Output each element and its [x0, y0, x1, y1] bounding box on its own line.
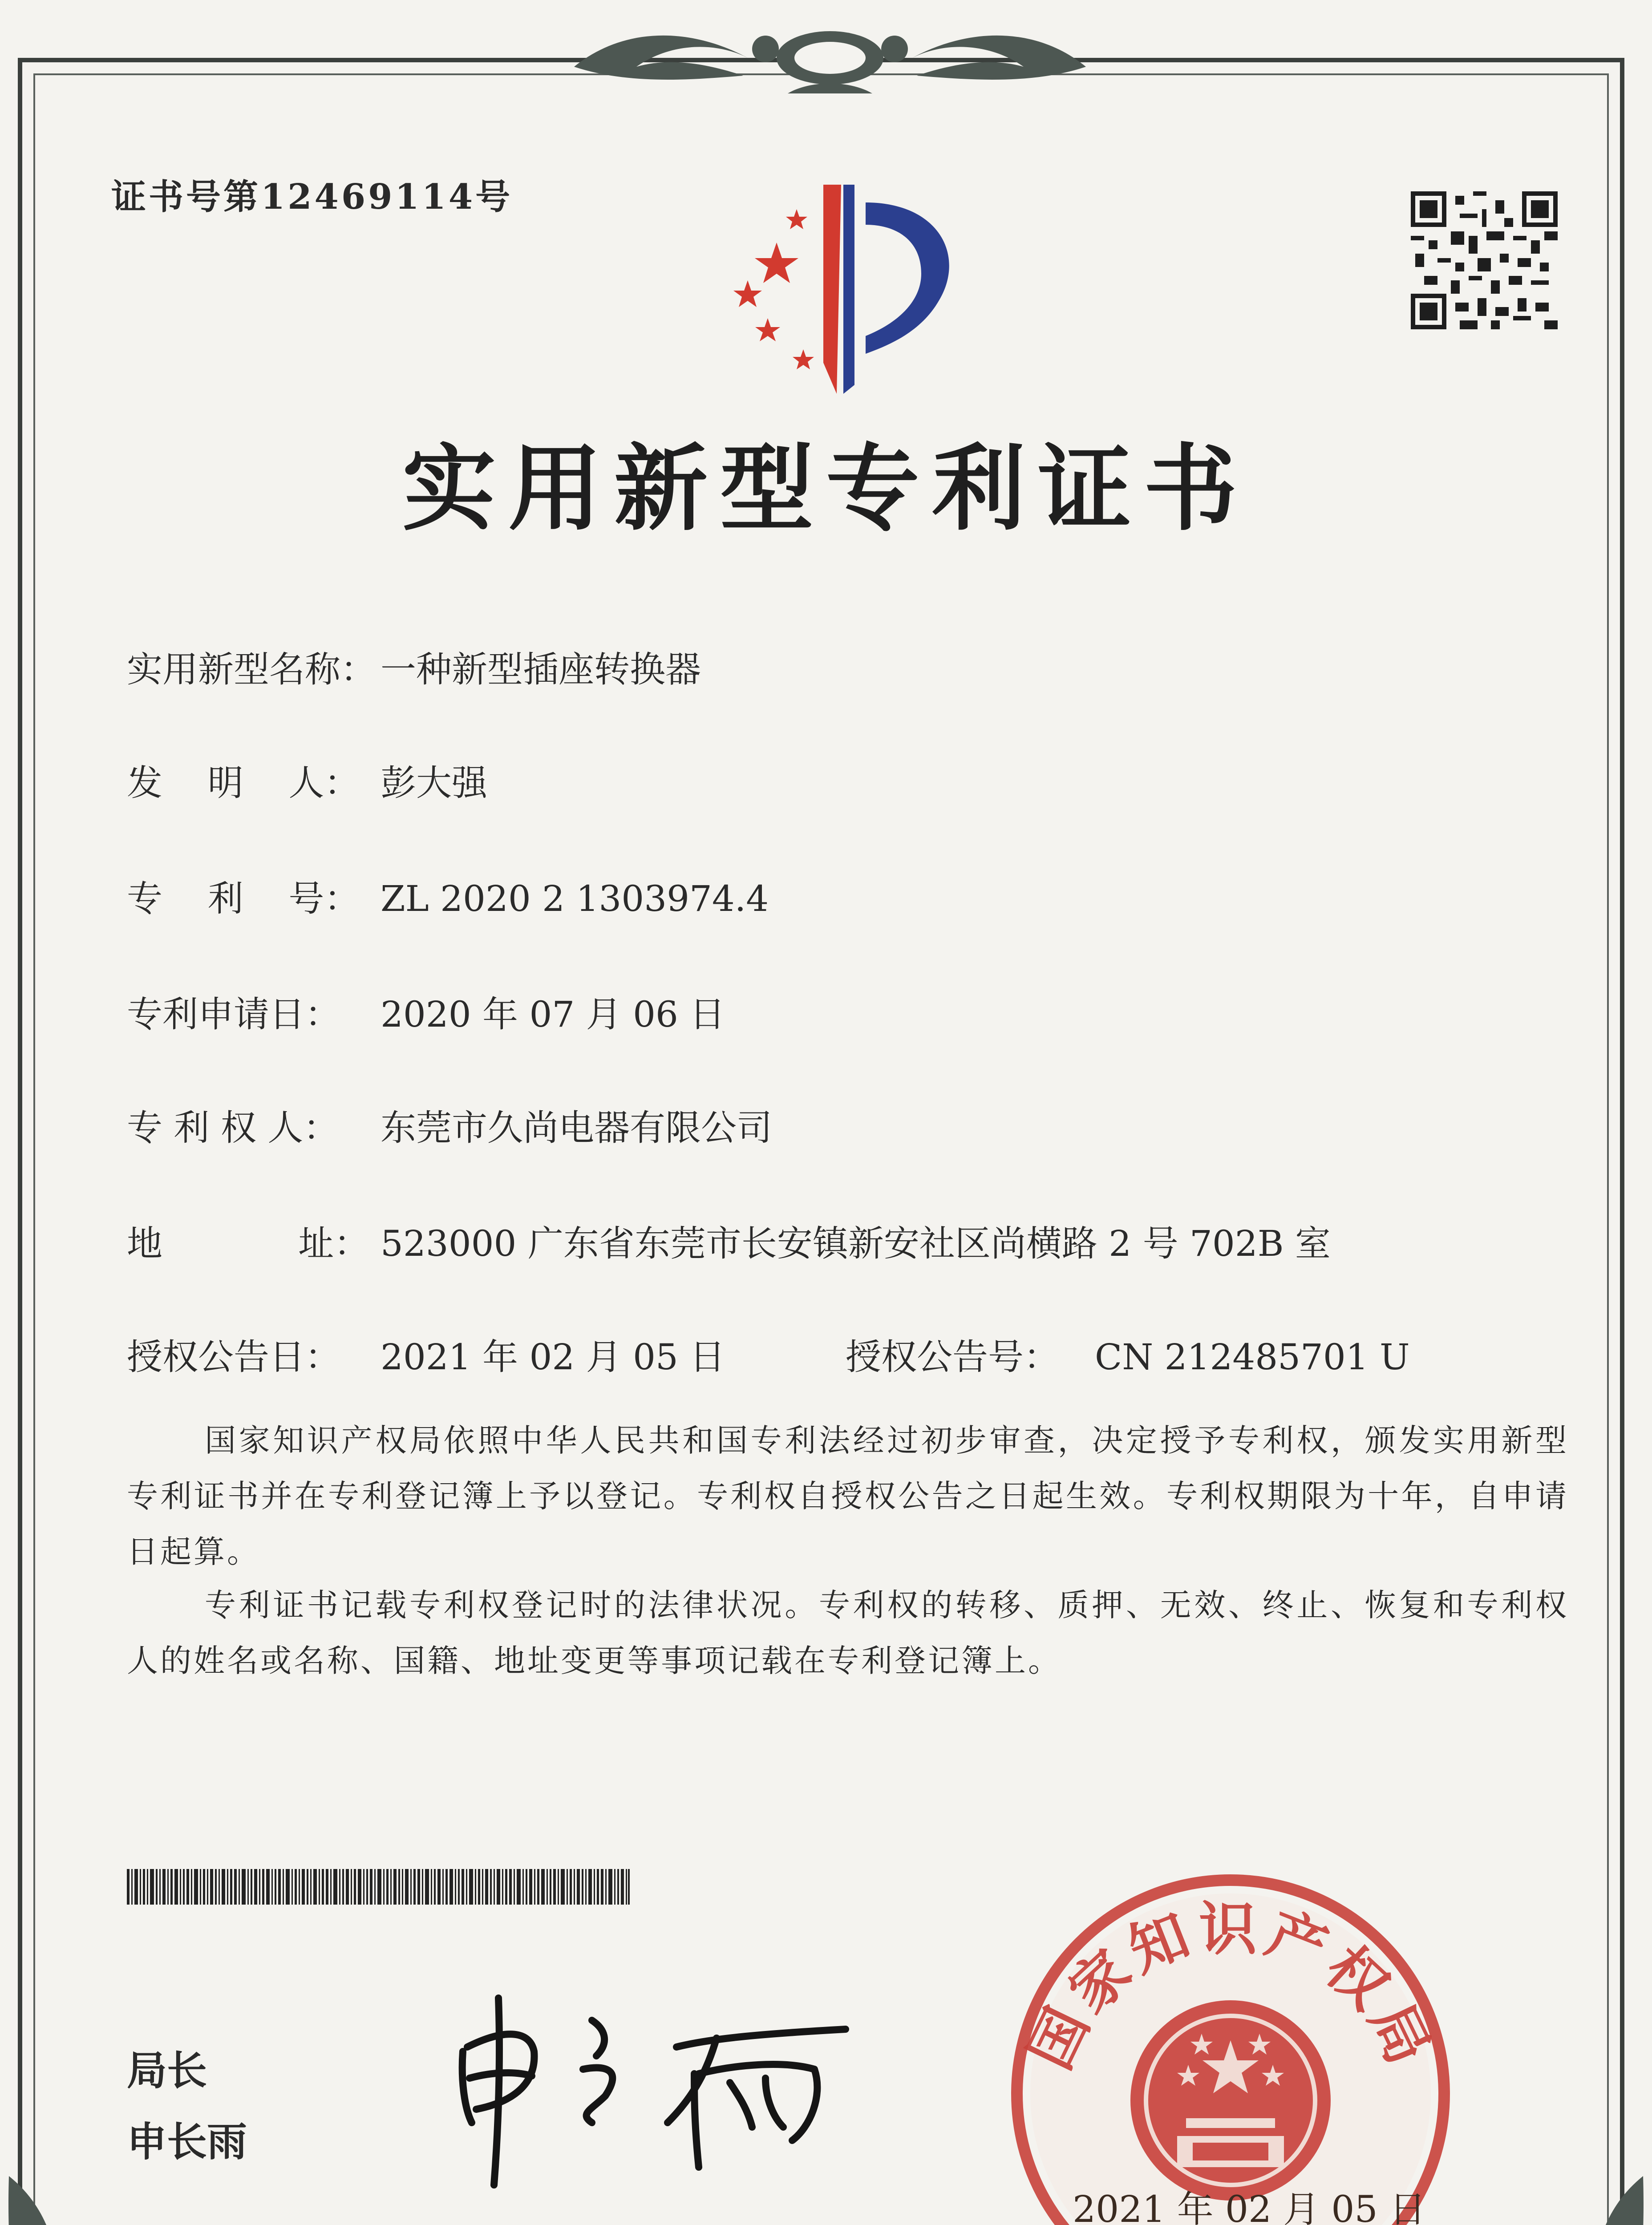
bottom-left-ornament-icon — [0, 2158, 160, 2225]
patentee-label: 专 利 权 人： — [127, 1107, 339, 1149]
filing-date-value: 2020 年 07 月 06 日 — [381, 994, 725, 1035]
address-row — [127, 1215, 1331, 1266]
grant-date-value: 2021 年 02 月 05 日 — [381, 1336, 725, 1378]
grant-number-value: CN 212485701 U — [1095, 1336, 1410, 1378]
address-value: 523000 广东省东莞市长安镇新安社区尚横路 2 号 702B 室 — [381, 1223, 1331, 1264]
seal-date: 2021 年 02 月 05 日 — [1073, 2189, 1426, 2225]
director-signature-icon — [445, 1980, 868, 2194]
grant-date-row — [127, 1328, 725, 1380]
filing-date-row — [127, 986, 725, 1037]
grant-number-row — [846, 1328, 1410, 1380]
barcode-icon — [127, 1869, 630, 1905]
cnipa-official-seal-icon — [1006, 1869, 1455, 2225]
inventor-value: 彭大强 — [381, 762, 487, 804]
patent-number-label: 专 利 号： — [127, 878, 360, 919]
top-ornament-icon — [556, 9, 1104, 111]
utility-model-name-value: 一种新型插座转换器 — [381, 649, 701, 690]
grant-date-label: 授权公告日： — [127, 1336, 340, 1378]
seal-text: 国家知识产权局 — [1015, 1895, 1446, 2079]
director-name: 申长雨 — [127, 2118, 247, 2165]
inventor-row — [127, 754, 487, 805]
legal-paragraph-1: 国家知识产权局依照中华人民共和国专利法经过初步审查，决定授予专利权，颁发实用新型专利证书并在专利登记簿上予以登记。专利权自授权公告之日起生效。专利权期限为十年，自申请日起算。 — [127, 1422, 1569, 1570]
certificate-number: 证书号第12469114号 — [111, 177, 513, 217]
patent-number-row — [127, 870, 769, 921]
certificate-title: 实用新型专利证书 — [402, 433, 1250, 543]
patentee-row — [127, 1099, 772, 1150]
bottom-right-ornament-icon — [1492, 2158, 1652, 2225]
inventor-label: 发 明 人： — [127, 762, 360, 804]
patent-number-value: ZL 2020 2 1303974.4 — [381, 878, 769, 919]
filing-date-label: 专利申请日： — [127, 994, 340, 1035]
address-label: 地 址： — [127, 1223, 370, 1264]
legal-paragraph-2: 专利证书记载专利权登记时的法律状况。专利权的转移、质押、无效、终止、恢复和专利权人的姓名或名称、国籍、地址变更等事项记载在专利登记簿上。 — [127, 1587, 1569, 1679]
grant-number-label: 授权公告号： — [846, 1336, 1059, 1378]
qr-code-icon — [1411, 191, 1558, 329]
director-title: 局长 — [127, 2047, 207, 2094]
utility-model-name-label: 实用新型名称： — [127, 649, 376, 690]
utility-model-name-row — [127, 641, 701, 692]
patentee-value: 东莞市久尚电器有限公司 — [381, 1107, 772, 1149]
cnipa-logo-icon — [690, 176, 984, 398]
